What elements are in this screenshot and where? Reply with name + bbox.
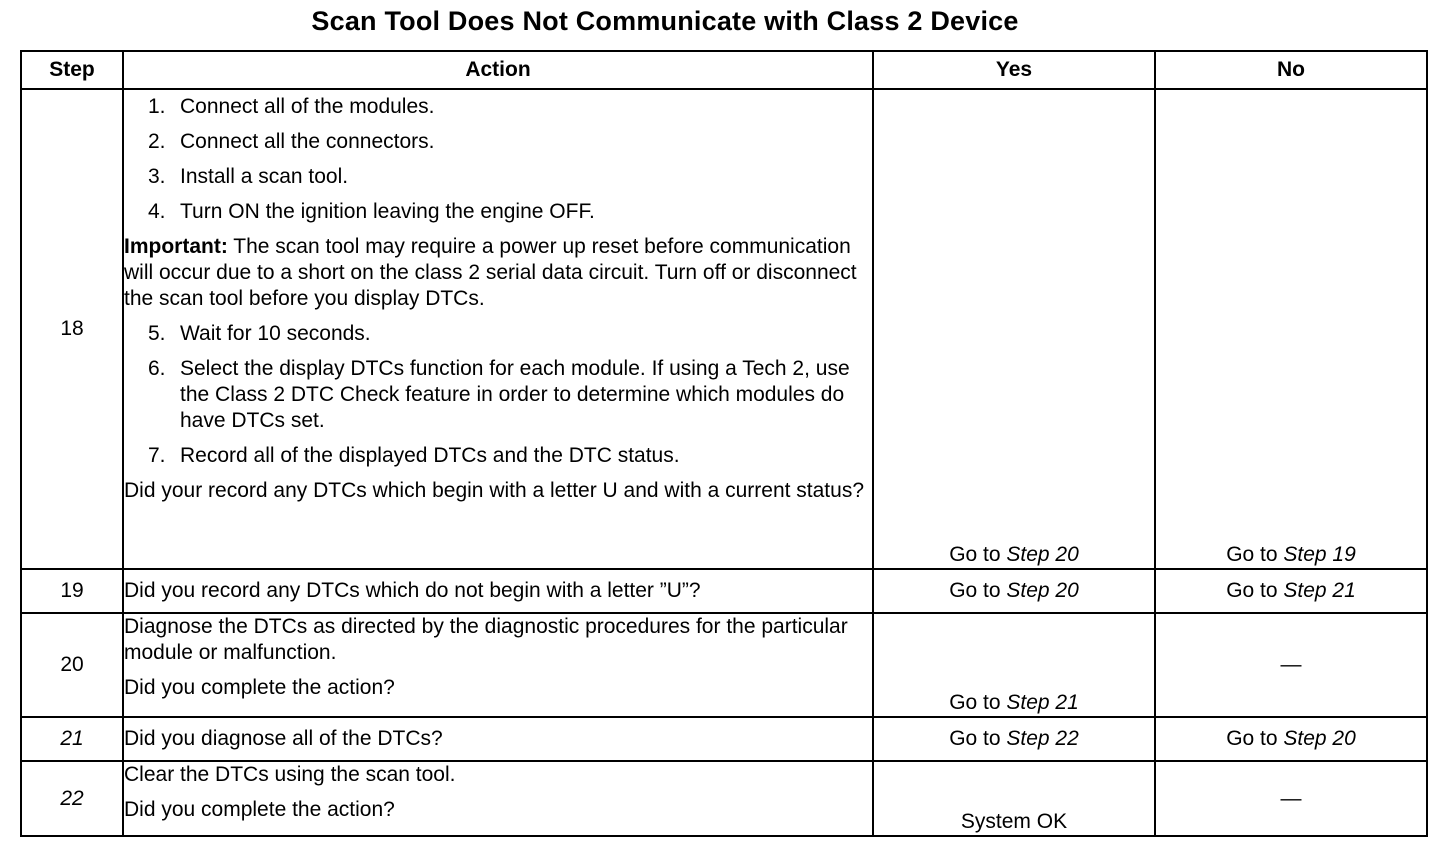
yes-cell: System OK: [873, 761, 1155, 836]
table-row-step-18: [21, 89, 1427, 569]
header-no: No: [1155, 51, 1427, 89]
action-text: Clear the DTCs using the scan tool.: [124, 763, 456, 786]
step-number: 18: [21, 89, 123, 569]
step-reference: Step 21: [1283, 579, 1356, 602]
header-step: Step: [21, 51, 123, 89]
step-number: 22: [21, 761, 123, 836]
yes-cell: Go to Step 20: [873, 89, 1155, 569]
procedure-item: 3. Install a scan tool.: [148, 165, 349, 188]
yes-cell: Go to Step 20: [873, 569, 1155, 613]
step-number: 21: [21, 717, 123, 761]
step-reference: Step 21: [1006, 691, 1079, 714]
table-row-step-22: [21, 761, 1427, 836]
action-cell: [123, 89, 873, 569]
procedure-item: 7. Record all of the displayed DTCs and the DTC status.: [148, 444, 680, 467]
action-text: Diagnose the DTCs as directed by the diagnostic procedures for the particular module or malfunction.: [124, 615, 848, 664]
step-number: 20: [21, 613, 123, 717]
important-note: [124, 234, 872, 312]
yes-cell: Go to Step 22: [873, 717, 1155, 761]
procedure-item: 2. Connect all the connectors.: [148, 130, 435, 153]
procedure-item: 1. Connect all of the modules.: [148, 95, 435, 118]
procedure-item: 5. Wait for 10 seconds.: [148, 322, 371, 345]
step-number: 19: [21, 569, 123, 613]
question-text: Did you complete the action?: [124, 798, 395, 821]
no-cell: Go to Step 19: [1155, 89, 1427, 569]
no-cell: Go to Step 20: [1155, 717, 1427, 761]
no-cell: Go to Step 21: [1155, 569, 1427, 613]
action-cell: [123, 569, 873, 613]
action-cell: [123, 613, 873, 717]
yes-cell: Go to Step 21: [873, 613, 1155, 717]
step-reference: Step 20: [1006, 579, 1079, 602]
procedure-list-b: [124, 321, 872, 469]
no-cell: —: [1155, 761, 1427, 836]
table-header-row: [21, 51, 1427, 89]
procedure-item: 4. Turn ON the ignition leaving the engine OFF.: [148, 200, 595, 223]
question-text: Did you record any DTCs which do not begin with a letter ”U”?: [124, 579, 701, 602]
step-reference: Step 20: [1006, 543, 1079, 566]
step-reference: Step 19: [1283, 543, 1356, 566]
step-reference: Step 20: [1283, 727, 1356, 750]
important-label: Important:: [124, 235, 228, 258]
table-row-step-19: [21, 569, 1427, 613]
procedure-item: 6. Select the display DTCs function for each module. If using a Tech 2, use the Class 2 DTC Check feature in order to determine which modules do have DTCs set.: [148, 357, 850, 432]
question-text: Did you diagnose all of the DTCs?: [124, 727, 443, 750]
question-text: Did you complete the action?: [124, 676, 395, 699]
header-action: Action: [123, 51, 873, 89]
important-text: The scan tool may require a power up reset before communication will occur due to a short on the class 2 serial data circuit. Turn off or disconnect the scan tool before you display DTCs.: [124, 235, 857, 310]
diagnostic-table: [20, 50, 1428, 837]
action-cell: [123, 717, 873, 761]
header-yes: Yes: [873, 51, 1155, 89]
question-text: Did your record any DTCs which begin with a letter U and with a current status?: [124, 479, 864, 502]
table-row-step-20: [21, 613, 1427, 717]
action-cell: [123, 761, 873, 836]
document-title: Scan Tool Does Not Communicate with Class 2 Device: [311, 6, 1019, 36]
no-cell: —: [1155, 613, 1427, 717]
table-row-step-21: [21, 717, 1427, 761]
step-reference: Step 22: [1006, 727, 1079, 750]
procedure-list-a: [124, 94, 872, 225]
